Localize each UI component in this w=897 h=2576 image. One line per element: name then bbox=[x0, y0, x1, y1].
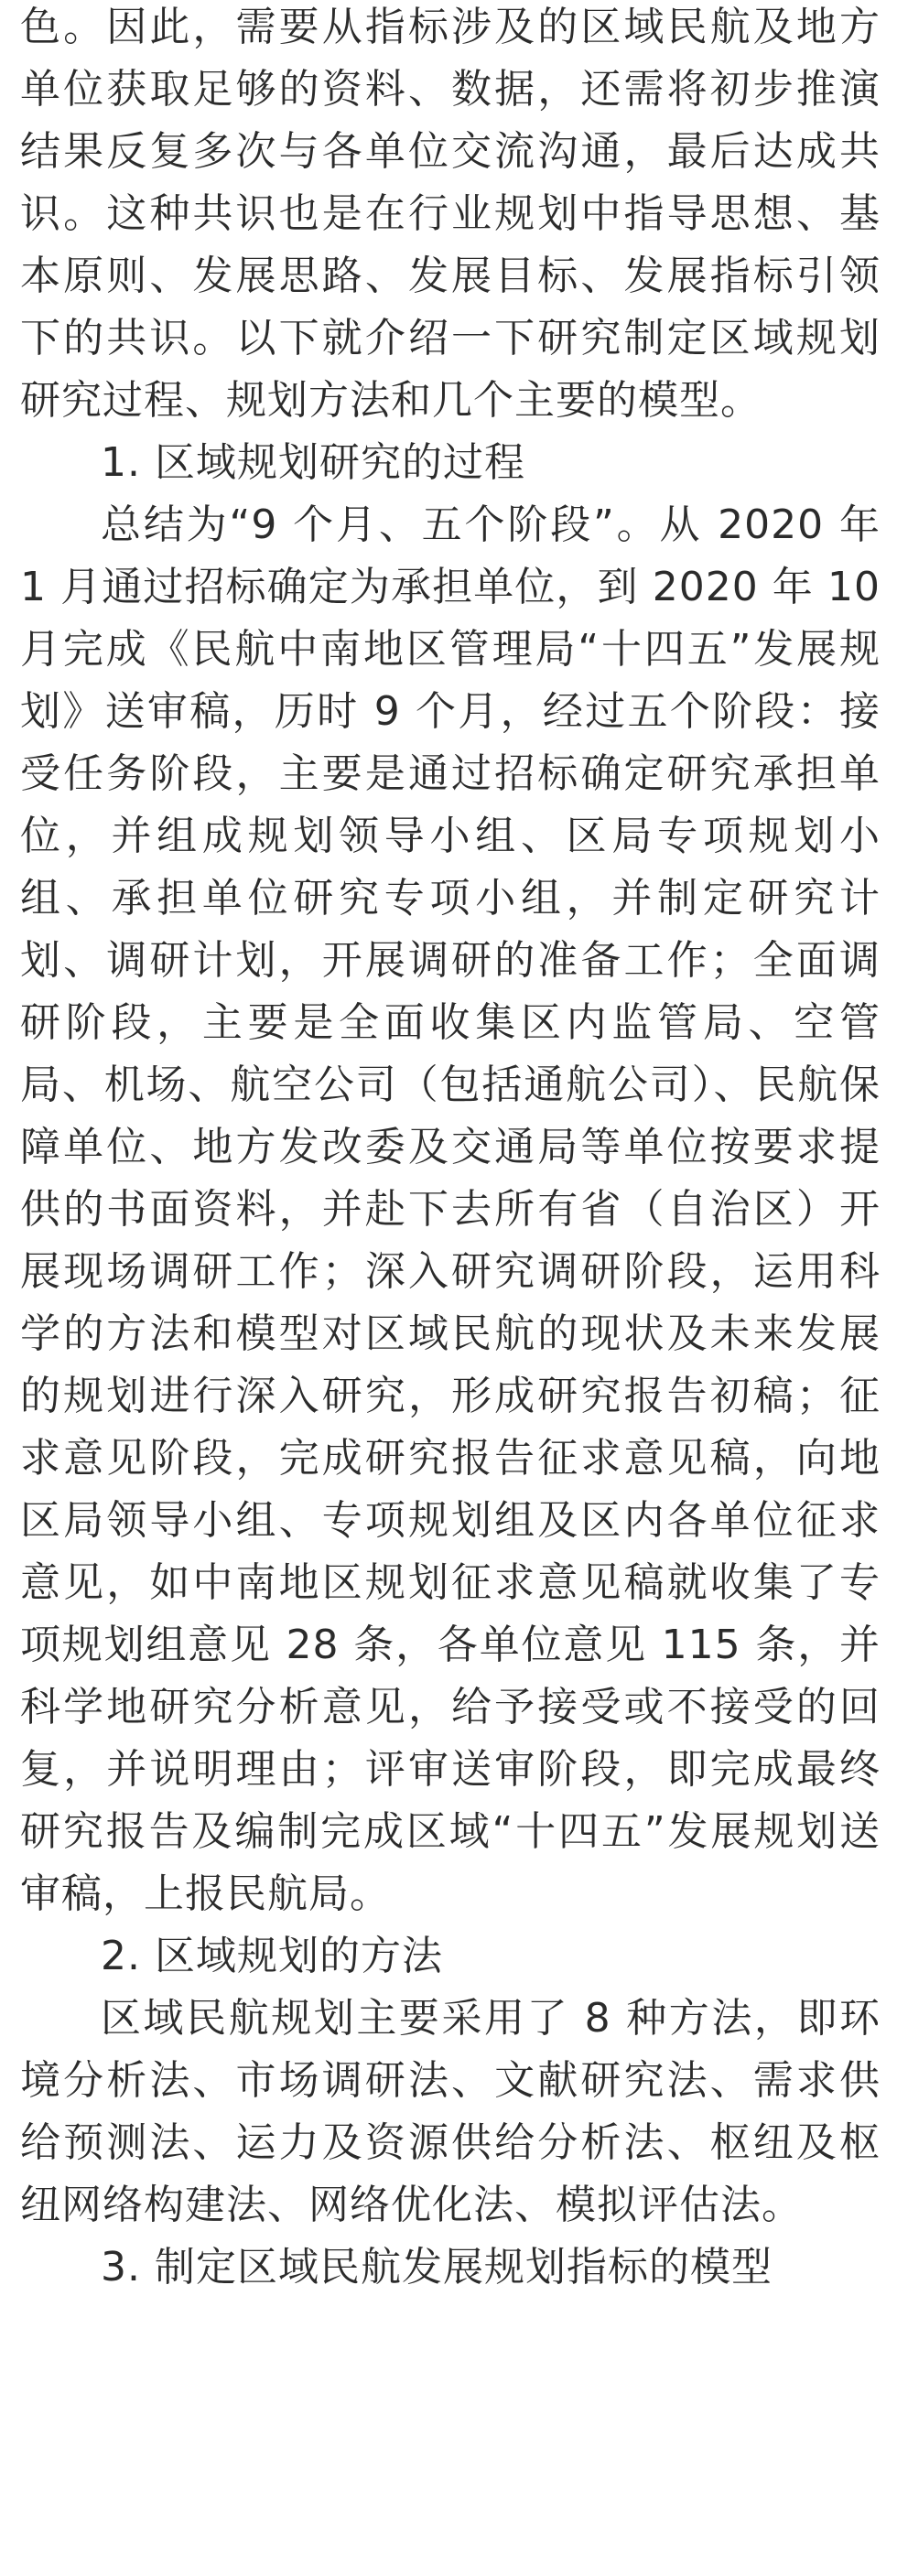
section-3-heading: 3. 制定区域民航发展规划指标的模型 bbox=[101, 2244, 773, 2290]
section-2-paragraph: 区域民航规划主要采用了 8 种方法，即环境分析法、市场调研法、文献研究法、需求供给预测法、运力及资源供给分析法、枢纽及枢纽网络构建法、网络优化法、模拟评估法。 bbox=[20, 1995, 881, 2228]
intro-paragraph: 色。因此，需要从指标涉及的区域民航及地方单位获取足够的资料、数据，还需将初步推演结果反复多次与各单位交流沟通，最后达成共识。这种共识也是在行业规划中指导思想、基本原则、发展思路、发展目标、发展指标引领下的共识。以下就介绍一下研究制定区域规划研究过程、规划方法和几个主要的模型。 bbox=[20, 4, 881, 424]
section-1-heading: 1. 区域规划研究的过程 bbox=[101, 439, 525, 486]
section-1-paragraph: 总结为“9 个月、五个阶段”。从 2020 年 1 月通过招标确定为承担单位，到 2020 年 10 月完成《民航中南地区管理局“十四五”发展规划》送审稿，历时 9 个月，经过五个阶段：接受任务阶段，主要是通过招标确定研究承担单位，并组成规划领导小组、区局专项规划小组、承担单位研究专项小组，并制定研究计划、调研计划，开展调研的准备工作；全面调研阶段，主要是全面收集区内监管局、空管局、机场、航空公司（包括通航公司）、民航保障单位、地方发改委及交通局等单位按要求提供的书面资料，并赴下去所有省（自治区）开展现场调研工作；深入研究调研阶段，运用科学的方法和模型对区域民航的现状及未来发展的规划进行深入研究，形成研究报告初稿；征求意见阶段，完成研究报告征求意见稿，向地区局领导小组、专项规划组及区内各单位征求意见，如中南地区规划征求意见稿就收集了专项规划组意见 28 条，各单位意见 115 条，并科学地研究分析意见，给予接受或不接受的回复，并说明理由；评审送审阶段，即完成最终研究报告及编制完成区域“十四五”发展规划送审稿，上报民航局。 bbox=[20, 501, 881, 1917]
section-2-heading: 2. 区域规划的方法 bbox=[101, 1933, 443, 1979]
